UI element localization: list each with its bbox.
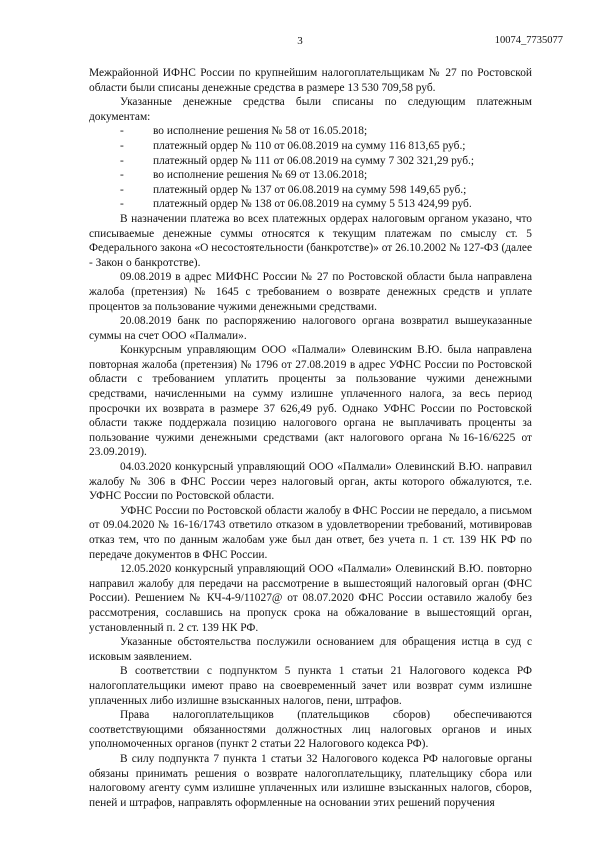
bullet-dash: - bbox=[120, 198, 124, 211]
list-item-text: платежный ордер № 111 от 06.08.2019 на сумму 7 302 321,29 руб.; bbox=[153, 154, 475, 167]
paragraph: 04.03.2020 конкурсный управляющий ООО «Палмали» Олевинский В.Ю. направил жалобу № 306 в ФНС России через налоговый орган, акты которого обжалуются, т.е. УФНС России по Ростовской области. bbox=[89, 461, 532, 503]
list-item bbox=[89, 154, 532, 169]
list-item-text: платежный ордер № 110 от 06.08.2019 на сумму 116 813,65 руб.; bbox=[153, 139, 466, 152]
bullet-dash: - bbox=[120, 169, 124, 182]
list-item-text: платежный ордер № 138 от 06.08.2019 на сумму 5 513 424,99 руб. bbox=[153, 198, 472, 211]
paragraph: Указанные денежные средства были списаны по следующим платежным документам: bbox=[89, 96, 532, 123]
paragraph: 09.08.2019 в адрес МИФНС России № 27 по Ростовской области была направлена жалоба (претензия) № 1645 с требованием о возврате денежных средств и уплате процентов за пользование чужими денежными средствами. bbox=[89, 271, 532, 313]
bullet-dash: - bbox=[120, 154, 124, 167]
paragraph: 20.08.2019 банк по распоряжению налогового органа возвратил вышеуказанные суммы на счет ООО «Палмали». bbox=[89, 315, 532, 342]
payment-documents-list bbox=[89, 124, 532, 212]
list-item bbox=[89, 183, 532, 198]
bullet-dash: - bbox=[120, 183, 124, 196]
list-item bbox=[89, 197, 532, 212]
paragraph: 12.05.2020 конкурсный управляющий ООО «Палмали» Олевинский В.Ю. повторно направил жалобу для передачи на рассмотрение в вышестоящий налоговый орган (ФНС России). Решением № КЧ-4-9/11027@ от 08.07.2020 ФНС России оставило жалобу без рассмотрения, сославшись на пропуск срока на обжалование в вышестоящий орган, установленный п. 2 ст. 139 НК РФ. bbox=[89, 563, 532, 634]
list-item-text: во исполнение решения № 69 от 13.06.2018; bbox=[153, 169, 368, 182]
bullet-dash: - bbox=[120, 139, 124, 152]
paragraph: УФНС России по Ростовской области жалобу в ФНС России не передало, а письмом от 09.04.2020 № 16-16/1743 ответило отказом в удовлетворении требований, мотивировав отказ тем, что по данным жалобам уже был дан ответ, без учета п. 1 ст. 139 НК РФ по передаче документов в ФНС России. bbox=[89, 504, 532, 561]
paragraph: Конкурсным управляющим ООО «Палмали» Олевинским В.Ю. была направлена повторная жалоба (претензия) № 1796 от 27.08.2019 в адрес УФНС России по Ростовской области с требованием уплатить проценты за пользование чужими денежными средствами, начисленными на сумму излишне уплаченного налога, за весь период просрочки их возврата в размере 37 626,49 руб. Однако УФНС России по Ростовской области также поддержала позицию налогового органа не выплачивать проценты за пользование чужими денежными средствами (акт налогового органа №16-16/6225 от 23.09.2019). bbox=[89, 344, 532, 459]
paragraph: Указанные обстоятельства послужили основанием для обращения истца в суд с исковым заявлением. bbox=[89, 636, 532, 663]
page-number: 3 bbox=[297, 35, 303, 47]
list-item bbox=[89, 124, 532, 139]
paragraph: В силу подпункта 7 пункта 1 статьи 32 Налогового кодекса РФ налоговые органы обязаны принимать решения о возврате налогоплательщику, плательщику сбора или налоговому агенту сумм излишне уплаченных или излишне взысканных налогов, сборов, пеней и штрафов, направлять оформленные на основании этих решений поручения bbox=[89, 752, 532, 809]
bullet-dash: - bbox=[120, 125, 124, 138]
document-body bbox=[89, 66, 532, 810]
list-item bbox=[89, 168, 532, 183]
document-id: 10074_7735077 bbox=[494, 35, 563, 46]
paragraph: Межрайонной ИФНС России по крупнейшим налогоплательщикам № 27 по Ростовской области были списаны денежные средства в размере 13 530 709,58 руб. bbox=[89, 67, 532, 94]
paragraph: В назначении платежа во всех платежных ордерах налоговым органом указано, что списываемые денежные суммы относятся к текущим платежам по смыслу ст. 5 Федерального закона «О несостоятельности (банкротстве)» от 26.10.2002 № 127-ФЗ (далее - Закон о банкротстве). bbox=[89, 212, 532, 269]
paragraph: В соответствии с подпунктом 5 пункта 1 статьи 21 Налогового кодекса РФ налогоплательщики имеют право на своевременный зачет или возврат сумм излишне уплаченных либо излишне взысканных налогов, пени, штрафов. bbox=[89, 665, 532, 707]
list-item-text: во исполнение решения № 58 от 16.05.2018; bbox=[153, 125, 368, 138]
paragraph: Права налогоплательщиков (плательщиков сборов) обеспечиваются соответствующими обязанностями должностных лиц налоговых органов и иных уполномоченных органов (пункт 2 статьи 22 Налогового кодекса РФ). bbox=[89, 709, 532, 751]
list-item bbox=[89, 139, 532, 154]
list-item-text: платежный ордер № 137 от 06.08.2019 на сумму 598 149,65 руб.; bbox=[153, 183, 467, 196]
